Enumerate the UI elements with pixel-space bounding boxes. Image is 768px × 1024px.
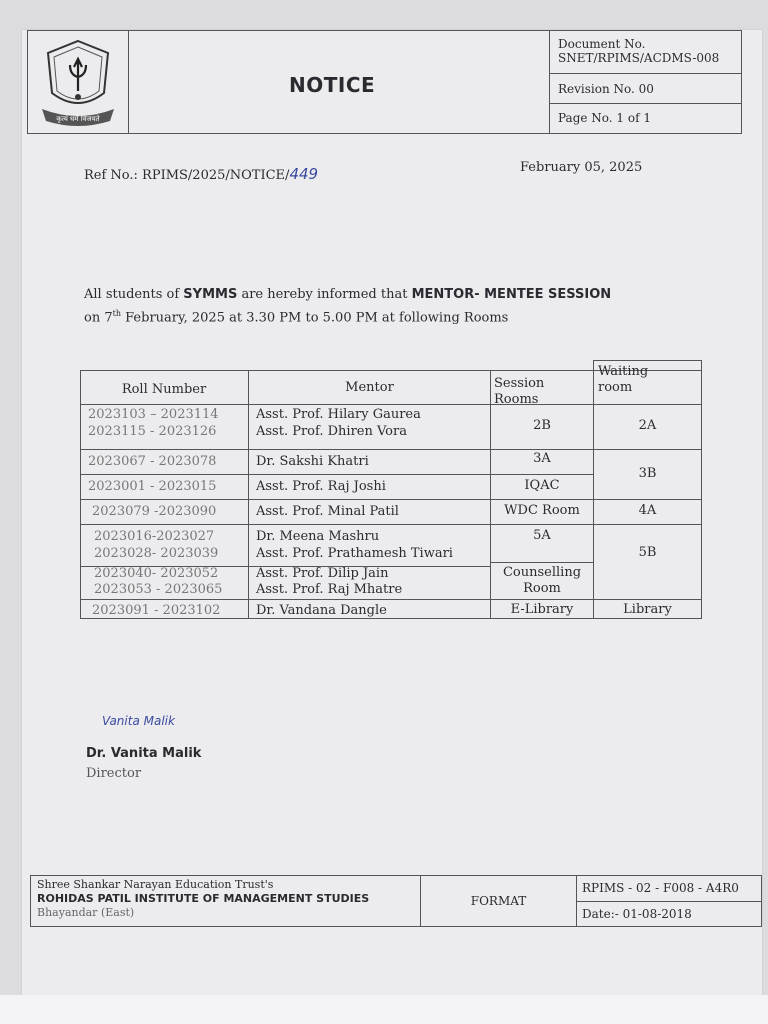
session-room: 3A — [533, 451, 551, 466]
logo-cell — [28, 31, 129, 133]
notice-date: February 05, 2025 — [520, 160, 643, 175]
roll-number: 2023067 - 2023078 — [88, 454, 217, 469]
mentor-name: Asst. Prof. Raj Joshi — [256, 479, 386, 494]
mentor-name: Asst. Prof. Dhiren Vora — [256, 424, 407, 439]
header-roll-number: Roll Number — [121, 382, 207, 397]
mentor-name: Dr. Sakshi Khatri — [256, 454, 369, 469]
roll-number: 2023103 – 2023114 — [88, 407, 219, 422]
session-room: Counselling — [502, 565, 582, 580]
mentor-table — [80, 360, 702, 618]
footer-date: Date:- 01-08-2018 — [582, 907, 692, 921]
session-room: WDC Room — [504, 503, 580, 518]
mentor-name: Dr. Vandana Dangle — [256, 603, 387, 618]
roll-number: 2023016-2023027 — [94, 529, 215, 544]
footer-format: FORMAT — [421, 876, 577, 926]
body-text: February, 2025 at 3.30 PM to 5.00 PM at following Rooms — [120, 310, 509, 326]
reference-number — [84, 165, 318, 183]
meta-cell — [549, 31, 742, 133]
waiting-room: 3B — [638, 466, 657, 481]
roll-number: 2023053 - 2023065 — [94, 582, 223, 597]
session-room: 2B — [533, 418, 551, 433]
session-room: 5A — [533, 528, 551, 543]
ref-handwritten-number: 449 — [289, 165, 319, 183]
roll-number: 2023001 - 2023015 — [88, 479, 217, 494]
footer-location: Bhayandar (East) — [37, 906, 135, 919]
footer-code-cell — [576, 876, 761, 926]
footer-trust: Shree Shankar Narayan Education Trust's — [37, 878, 274, 891]
document-no-row — [550, 31, 742, 74]
notice-page — [22, 30, 762, 995]
background-strip — [0, 995, 768, 1024]
waiting-room: 4A — [638, 503, 657, 518]
document-no-label: Document No. — [558, 37, 646, 51]
title-cell — [129, 31, 549, 133]
mentor-name: Asst. Prof. Hilary Gaurea — [256, 407, 421, 422]
header-session-rooms — [494, 376, 593, 408]
mentor-name: Dr. Meena Mashru — [256, 529, 380, 544]
signatory-title: Director — [86, 766, 142, 781]
body-text: on 7 — [84, 310, 113, 326]
ref-label: Ref No.: RPIMS/2025/NOTICE/ — [84, 168, 290, 183]
footer-institute: ROHIDAS PATIL INSTITUTE OF MANAGEMENT STUDIES — [37, 892, 370, 905]
header-waiting-line1: Waiting — [598, 364, 649, 379]
page-title: NOTICE — [289, 73, 376, 97]
signatory-name: Dr. Vanita Malik — [86, 746, 202, 761]
footer-box — [30, 875, 762, 927]
header-session-line1: Session — [494, 376, 545, 391]
notice-body — [84, 285, 724, 327]
roll-number: 2023079 -2023090 — [92, 504, 217, 519]
roll-number: 2023040- 2023052 — [94, 566, 219, 581]
body-text: are hereby informed that — [237, 287, 412, 302]
session-room: Room — [523, 581, 561, 596]
waiting-room: 5B — [638, 545, 657, 560]
page-no: Page No. 1 of 1 — [558, 111, 651, 125]
institute-logo-icon — [28, 31, 128, 133]
footer-institute-cell — [31, 876, 421, 926]
waiting-room: 2A — [638, 418, 657, 433]
session-room: E-Library — [510, 602, 574, 617]
header-box — [27, 30, 742, 134]
mentor-name: Asst. Prof. Raj Mhatre — [256, 582, 403, 597]
body-session-name: MENTOR- MENTEE SESSION — [411, 287, 612, 302]
header-waiting-line2: room — [598, 380, 633, 395]
body-course: SYMMS — [183, 287, 238, 302]
mentor-name: Asst. Prof. Dilip Jain — [256, 566, 389, 581]
header-waiting-room — [598, 364, 698, 396]
handwritten-signature: Vanita Malik — [102, 714, 175, 728]
revision-no: Revision No. 00 — [550, 74, 742, 104]
roll-number: 2023115 - 2023126 — [88, 424, 217, 439]
footer-code: RPIMS - 02 - F008 - A4R0 — [576, 876, 761, 902]
roll-number: 2023028- 2023039 — [94, 546, 219, 561]
body-superscript: th — [112, 309, 121, 318]
session-room: IQAC — [524, 478, 560, 493]
header-mentor: Mentor — [345, 380, 394, 395]
header-session-line2: Rooms — [494, 392, 539, 407]
logo-motto: कृत्यं धर्मं विजयते — [56, 115, 100, 123]
mentor-name: Asst. Prof. Prathamesh Tiwari — [256, 546, 453, 561]
roll-number: 2023091 - 2023102 — [92, 603, 221, 618]
document-no: SNET/RPIMS/ACDMS-008 — [558, 51, 720, 65]
mentor-name: Asst. Prof. Minal Patil — [256, 504, 399, 519]
waiting-room: Library — [623, 602, 672, 617]
body-text: All students of — [84, 287, 184, 302]
